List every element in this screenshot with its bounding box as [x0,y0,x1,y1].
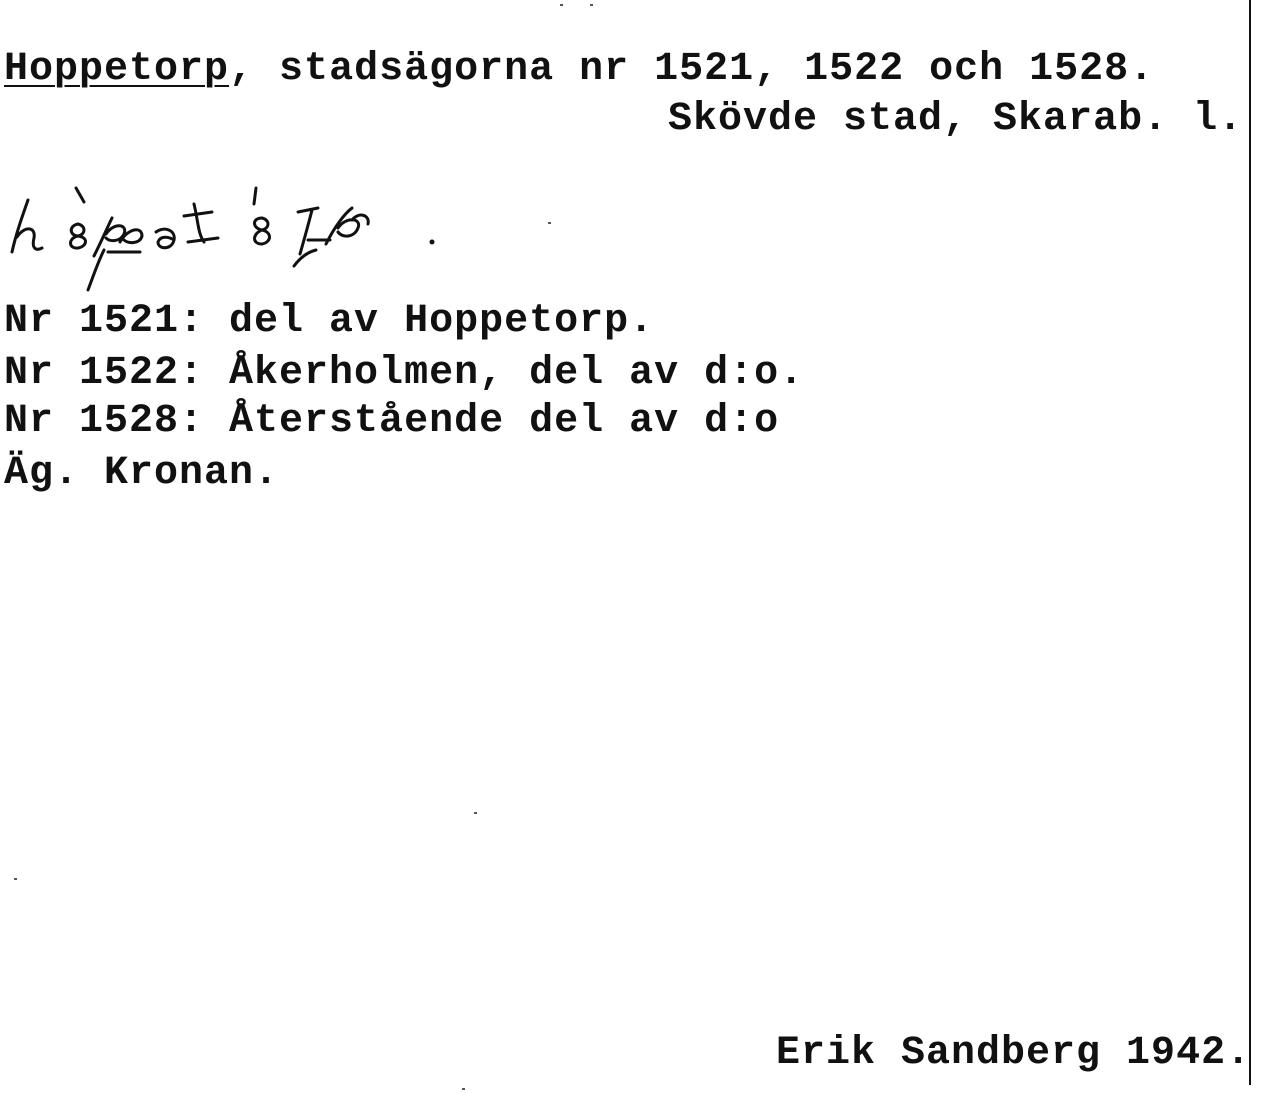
entry-parcel-1522: Nr 1522: Åkerholmen, del av d:o. [4,351,805,396]
heading-parcels: , stadsägorna nr 1521, 1522 och 1528. [229,47,1155,92]
handwriting-drawing [8,182,438,302]
location-line: Skövde stad, Skarab. l. [668,97,1244,142]
scan-speck [590,4,593,6]
scan-speck [462,1088,465,1090]
owner-line: Äg. Kronan. [4,451,280,496]
entry-parcel-1521: Nr 1521: del av Hoppetorp. [4,299,655,344]
signature-line: Erik Sandberg 1942. [776,1031,1252,1076]
place-name: Hoppetorp [4,47,230,92]
card-edge-line [1249,0,1251,1085]
handwritten-phonetic-transcription [8,182,438,302]
scan-speck [474,812,477,814]
scan-speck [14,878,17,880]
card-heading [4,46,1154,94]
entry-parcel-1528: Nr 1528: Återstående del av d:o [4,399,780,444]
scan-speck [560,4,563,6]
scan-speck [548,222,551,224]
